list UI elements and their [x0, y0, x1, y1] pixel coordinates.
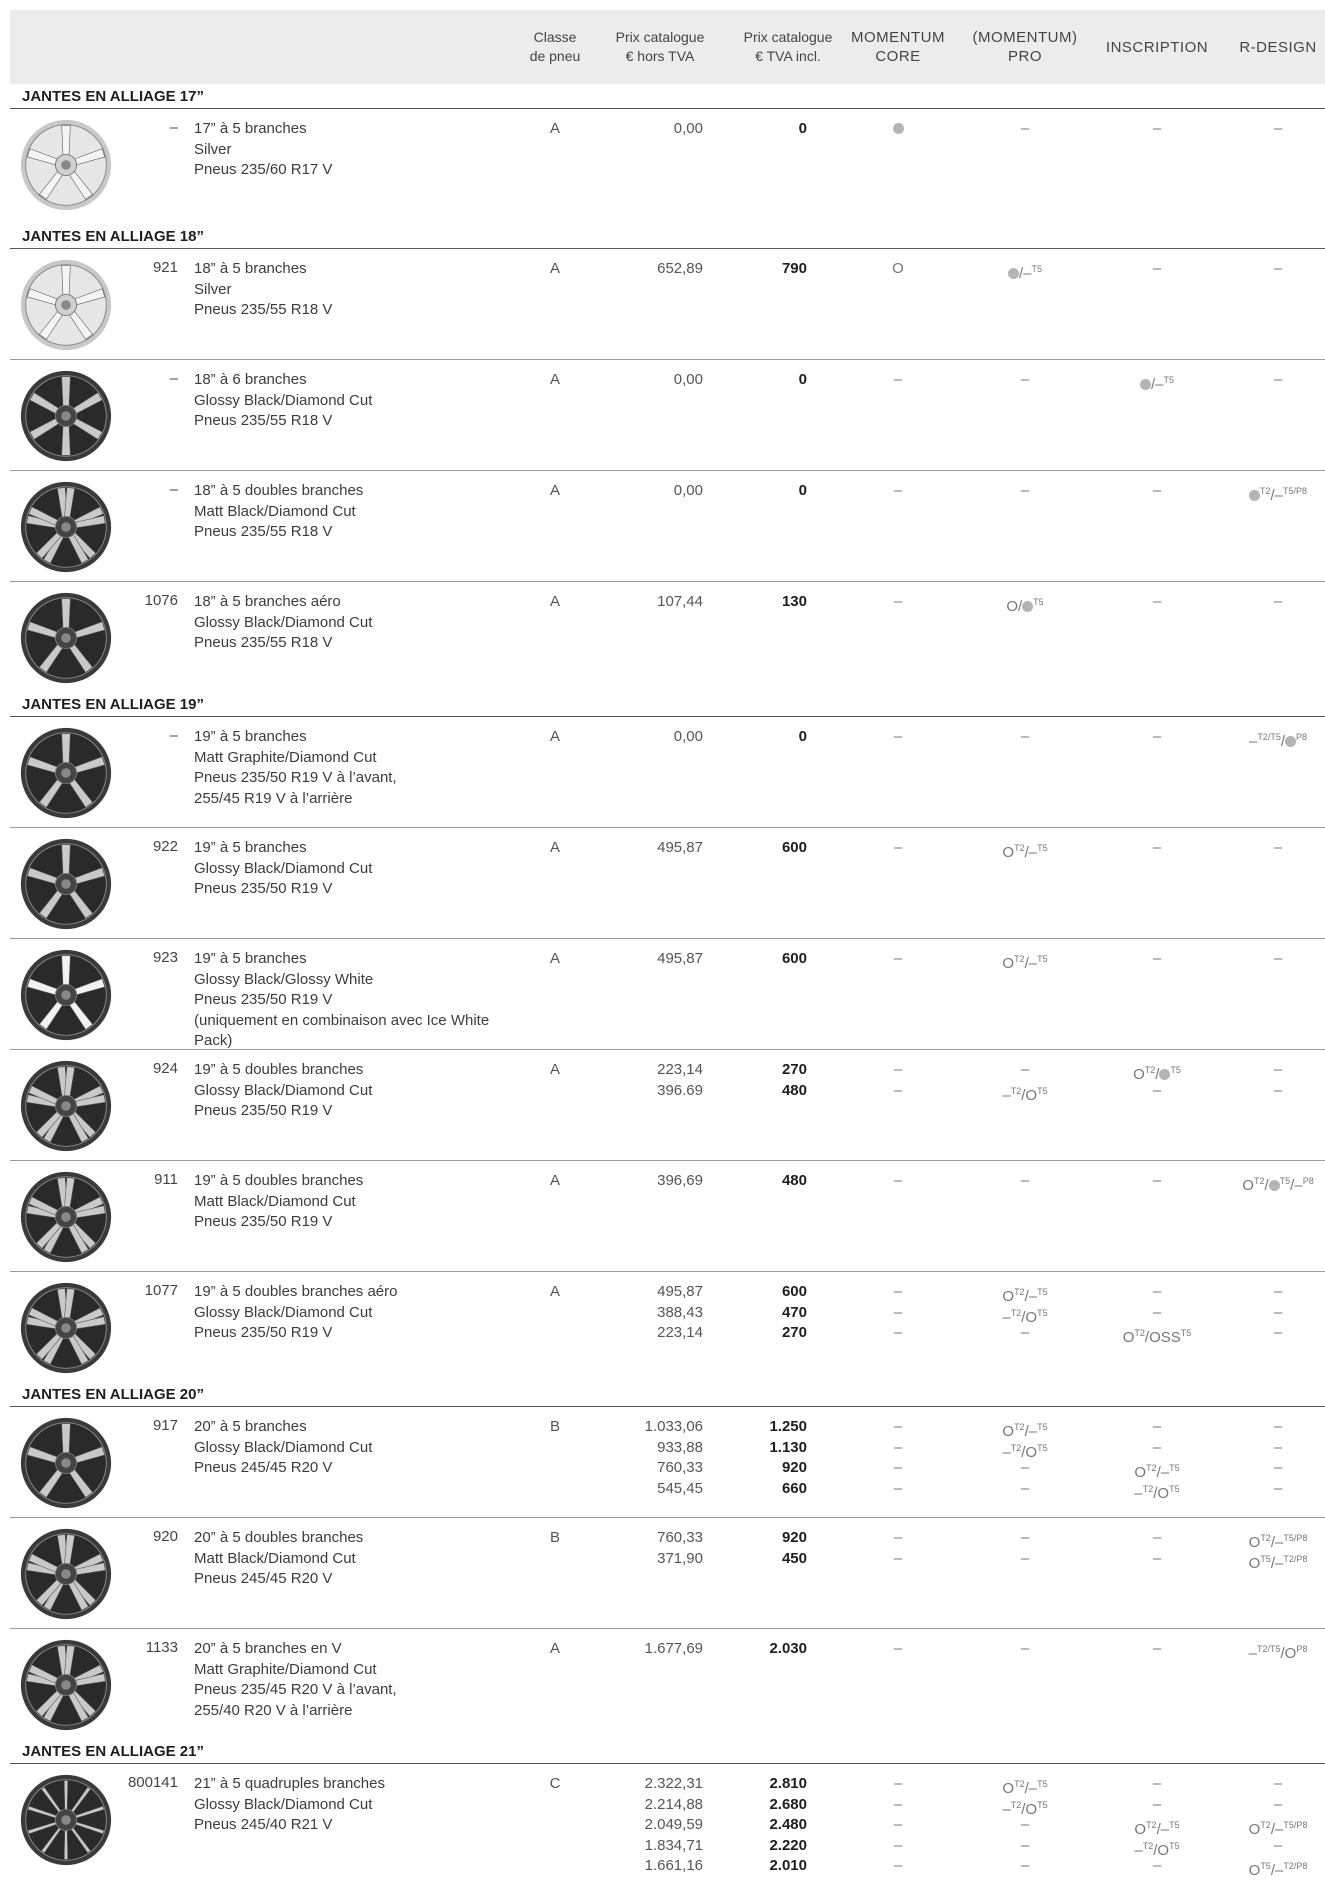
- standard-dot-icon: [1140, 379, 1151, 390]
- wheel-description: 21” à 5 quadruples branches Glossy Black/Diamond Cut Pneus 245/40 R21 V: [194, 1775, 385, 1833]
- r-design-cell: $^{T2}$/–$^{T5/P8}$: [1232, 481, 1324, 502]
- price-incl-vat: 2.030: [769, 1640, 807, 1657]
- wheel-description: 20” à 5 doubles branches Matt Black/Diamond Cut Pneus 245/45 R20 V: [194, 1529, 364, 1587]
- v-spoke-graphite-wheel-icon: [18, 1637, 114, 1733]
- price-incl-vat: 270 480: [781, 1061, 807, 1099]
- tyre-class: A: [549, 1640, 560, 1657]
- tyre-class: A: [549, 839, 560, 856]
- tyre-class: A: [549, 728, 560, 745]
- wheel-description: 19” à 5 branches Glossy Black/Diamond Cut Pneus 235/50 R19 V: [194, 839, 373, 897]
- option-code: –: [169, 727, 178, 744]
- inscription-cell: –: [1152, 1640, 1162, 1657]
- section-title: JANTES EN ALLIAGE 19”: [22, 696, 204, 713]
- option-code: 1077: [144, 1282, 178, 1299]
- inscription-cell: $O^{T2}/$ $^{T5}$ –: [1133, 1065, 1181, 1099]
- option-code: 921: [152, 259, 178, 276]
- section-title: JANTES EN ALLIAGE 20”: [22, 1386, 204, 1403]
- momentum-pro-cell: –: [1020, 1640, 1030, 1657]
- price-excl-vat: 2.322,31 2.214,88 2.049,59 1.834,71 1.661,16: [644, 1775, 703, 1874]
- standard-dot-icon: [1008, 268, 1019, 279]
- section-title: JANTES EN ALLIAGE 17”: [22, 88, 204, 105]
- r-design-cell: –: [1273, 260, 1283, 277]
- momentum-core-cell: O: [892, 260, 904, 277]
- momentum-pro-cell: $O^{T2}/-^{T5}$ $-^{T2}/O^{T5}$ – – –: [1002, 1779, 1048, 1874]
- price-incl-vat: 2.810 2.680 2.480 2.220 2.010: [769, 1775, 807, 1874]
- inscription-cell: –: [1152, 839, 1162, 856]
- momentum-pro-cell: O/ $^{T5}$: [1006, 597, 1044, 615]
- price-excl-vat: 0,00: [673, 371, 703, 388]
- inscription-cell: –: [1152, 1172, 1162, 1189]
- momentum-core-cell: –: [893, 1172, 903, 1189]
- momentum-pro-cell: –: [1020, 1172, 1030, 1189]
- table-row: [10, 828, 1325, 939]
- price-incl-vat: 920 450: [781, 1529, 807, 1567]
- r-design-cell: – –: [1273, 1061, 1283, 1099]
- option-code: 800141: [127, 1774, 178, 1791]
- section-title: JANTES EN ALLIAGE 18”: [22, 228, 204, 245]
- momentum-pro-cell: $O^{T2}/-^{T5}$: [1002, 954, 1048, 972]
- inscription-cell: – –: [1152, 1529, 1162, 1567]
- header-inscription: INSCRIPTION: [1105, 39, 1209, 56]
- table-row: [10, 109, 1325, 224]
- price-incl-vat: 600 470 270: [781, 1283, 807, 1341]
- price-excl-vat: 1.677,69: [644, 1640, 703, 1657]
- aero-spoke-black-wheel-icon: [18, 590, 114, 686]
- table-row: [10, 1629, 1325, 1739]
- option-code: 1133: [145, 1639, 178, 1656]
- table-row: [10, 1407, 1325, 1518]
- section-header: [10, 84, 1325, 109]
- price-excl-vat: 396,69: [657, 1172, 703, 1189]
- tyre-class: A: [549, 1172, 560, 1189]
- r-design-cell: –$^{T2/T5}$/ $^{P8}$: [1248, 732, 1308, 750]
- price-incl-vat: 0: [798, 120, 807, 137]
- price-incl-vat: 0: [798, 728, 807, 745]
- standard-dot-icon: [1285, 736, 1296, 747]
- double-spoke-black-wheel-icon: [18, 1169, 114, 1265]
- option-code: –: [169, 481, 178, 498]
- quad-spoke-black-wheel-icon: [18, 1772, 114, 1868]
- r-design-cell: –: [1273, 950, 1283, 967]
- price-incl-vat: 1.250 1.130 920 660: [769, 1418, 807, 1497]
- option-code: –: [169, 370, 178, 387]
- momentum-pro-cell: –: [1020, 728, 1030, 745]
- price-incl-vat: 0: [798, 482, 807, 499]
- r-design-cell: – – $O^{T2}/-^{T5/P8}$ – $O^{T5}/-^{T2/P8}$: [1248, 1775, 1308, 1879]
- standard-dot-icon: [1159, 1069, 1170, 1080]
- price-excl-vat: 0,00: [673, 120, 703, 137]
- table-row: [10, 360, 1325, 471]
- table-row: [10, 249, 1325, 360]
- wheel-description: 20” à 5 branches Glossy Black/Diamond Cut Pneus 245/45 R20 V: [194, 1418, 373, 1476]
- inscription-cell: –: [1152, 728, 1162, 745]
- momentum-core-cell: – –: [893, 1061, 903, 1099]
- option-code: 1076: [144, 592, 178, 609]
- inscription-cell: –: [1152, 950, 1162, 967]
- aero-double-spoke-black-wheel-icon: [18, 1280, 114, 1376]
- r-design-cell: – – – –: [1273, 1418, 1283, 1497]
- tyre-class: A: [549, 1283, 560, 1300]
- momentum-pro-cell: –: [1020, 482, 1030, 499]
- section-header: [10, 1382, 1325, 1407]
- five-spoke-graphite-wheel-icon: [18, 725, 114, 821]
- momentum-pro-cell: – –: [1020, 1529, 1030, 1567]
- price-excl-vat: 495,87: [657, 950, 703, 967]
- momentum-core-cell: – – – – –: [893, 1775, 903, 1874]
- momentum-pro-cell: – $-^{T2}/O^{T5}$: [1002, 1061, 1048, 1104]
- five-spoke-silver-wheel-icon: [18, 117, 114, 213]
- tyre-class: A: [549, 120, 560, 137]
- price-incl-vat: 600: [781, 950, 807, 967]
- momentum-core-cell: –: [893, 482, 903, 499]
- tyre-class: C: [549, 1775, 561, 1792]
- momentum-pro-cell: –: [1020, 120, 1030, 137]
- inscription-cell: – – $O^{T2}/-^{T5}$ $-^{T2}/O^{T5}$ –: [1134, 1775, 1180, 1874]
- wheel-description: 17” à 5 branches Silver Pneus 235/60 R17 V: [194, 120, 333, 178]
- tyre-class: A: [549, 482, 560, 499]
- header-momentum-pro: (MOMENTUM) PRO: [972, 29, 1078, 65]
- inscription-cell: – – $O^{T2}/-^{T5}$ $-^{T2}/O^{T5}$: [1134, 1418, 1180, 1502]
- momentum-pro-cell: –: [1020, 371, 1030, 388]
- price-excl-vat: 760,33 371,90: [657, 1529, 703, 1567]
- standard-dot-icon: [1269, 1180, 1280, 1191]
- table-row: [10, 939, 1325, 1050]
- momentum-pro-cell: /–$^{T5}$: [970, 259, 1080, 280]
- price-excl-vat: 495,87 388,43 223,14: [657, 1283, 703, 1341]
- r-design-cell: –: [1273, 371, 1283, 388]
- momentum-pro-cell: $O^{T2}/-^{T5}$: [1002, 843, 1048, 861]
- inscription-cell: –: [1152, 593, 1162, 610]
- tyre-class: A: [549, 950, 560, 967]
- wheel-description: 19” à 5 doubles branches Glossy Black/Diamond Cut Pneus 235/50 R19 V: [194, 1061, 373, 1119]
- tyre-class: A: [549, 1061, 560, 1078]
- price-incl-vat: 600: [781, 839, 807, 856]
- standard-dot-icon: [893, 123, 904, 134]
- r-design-cell: – – –: [1273, 1283, 1283, 1341]
- five-spoke-white-wheel-icon: [18, 947, 114, 1043]
- table-row: [10, 717, 1325, 828]
- wheel-description: 18” à 5 branches aéro Glossy Black/Diamond Cut Pneus 235/55 R18 V: [194, 593, 373, 651]
- price-excl-vat: 0,00: [673, 728, 703, 745]
- wheel-description: 18” à 5 doubles branches Matt Black/Diamond Cut Pneus 235/55 R18 V: [194, 482, 364, 540]
- five-spoke-black-wheel-icon: [18, 836, 114, 932]
- price-table: [10, 10, 1325, 1882]
- tyre-class: A: [549, 260, 560, 277]
- table-header: [10, 10, 1325, 84]
- wheel-description: 19” à 5 branches Glossy Black/Glossy White Pneus 235/50 R19 V (uniquement en combinaison avec Ice White Pack): [194, 950, 490, 1049]
- standard-dot-icon: [1022, 601, 1033, 612]
- r-design-cell: –: [1273, 120, 1283, 137]
- momentum-core-cell: –: [893, 593, 903, 610]
- tyre-class: B: [549, 1529, 560, 1546]
- inscription-cell: –: [1152, 482, 1162, 499]
- double-spoke-black-wheel-icon: [18, 1058, 114, 1154]
- momentum-core-cell: –: [893, 839, 903, 856]
- tyre-class: A: [549, 593, 560, 610]
- inscription-cell: – – $O^{T2}/OSS^{T5}$: [1122, 1283, 1192, 1346]
- price-excl-vat: 223,14 396.69: [657, 1061, 703, 1099]
- momentum-core-cell: –: [893, 371, 903, 388]
- price-excl-vat: 1.033,06 933,88 760,33 545,45: [644, 1418, 703, 1497]
- inscription-cell: /–$^{T5}$: [1102, 370, 1212, 391]
- five-spoke-black-wheel-icon: [18, 1415, 114, 1511]
- wheel-description: 19” à 5 doubles branches aéro Glossy Black/Diamond Cut Pneus 235/50 R19 V: [194, 1283, 398, 1341]
- six-spoke-black-wheel-icon: [18, 368, 114, 464]
- table-row: [10, 1518, 1325, 1629]
- price-incl-vat: 0: [798, 371, 807, 388]
- price-excl-vat: 495,87: [657, 839, 703, 856]
- momentum-core-cell: – – –: [893, 1283, 903, 1341]
- momentum-core-cell: – –: [893, 1529, 903, 1567]
- r-design-cell: $-^{T2/T5}/O^{P8}$: [1248, 1644, 1308, 1662]
- table-row: [10, 1161, 1325, 1272]
- section-header: [10, 224, 1325, 249]
- five-spoke-silver-wheel-icon: [18, 257, 114, 353]
- header-prix-ht: Prix catalogue € hors TVA: [615, 29, 705, 64]
- momentum-core-cell: –: [893, 950, 903, 967]
- option-code: 911: [154, 1171, 178, 1188]
- double-spoke-black-wheel-icon: [18, 479, 114, 575]
- momentum-core-cell: – – – –: [893, 1418, 903, 1497]
- r-design-cell: $O^{T2}/$ $^{T5}$/–$^{P8}$: [1242, 1176, 1314, 1194]
- double-spoke-black-wheel-icon: [18, 1526, 114, 1622]
- option-code: –: [169, 119, 178, 136]
- wheel-description: 18” à 6 branches Glossy Black/Diamond Cut Pneus 235/55 R18 V: [194, 371, 373, 429]
- table-row: [10, 582, 1325, 692]
- tyre-class: A: [549, 371, 560, 388]
- header-prix-ttc: Prix catalogue € TVA incl.: [743, 29, 833, 64]
- option-code: 917: [152, 1417, 178, 1434]
- header-classe: Classe de pneu: [529, 29, 581, 64]
- momentum-core-cell: [848, 119, 948, 140]
- option-code: 924: [152, 1060, 178, 1077]
- header-r-design: R-DESIGN: [1239, 39, 1317, 56]
- r-design-cell: $O^{T2}/-^{T5/P8}$ $O^{T5}/-^{T2/P8}$: [1248, 1533, 1308, 1572]
- price-excl-vat: 652,89: [657, 260, 703, 277]
- header-momentum-core: MOMENTUM CORE: [851, 29, 945, 65]
- price-incl-vat: 130: [781, 593, 807, 610]
- standard-dot-icon: [1249, 490, 1260, 501]
- wheel-description: 19” à 5 doubles branches Matt Black/Diamond Cut Pneus 235/50 R19 V: [194, 1172, 364, 1230]
- price-excl-vat: 0,00: [673, 482, 703, 499]
- inscription-cell: –: [1152, 120, 1162, 137]
- option-code: 920: [152, 1528, 178, 1545]
- tyre-class: B: [549, 1418, 560, 1435]
- wheel-description: 18” à 5 branches Silver Pneus 235/55 R18 V: [194, 260, 333, 318]
- momentum-pro-cell: $O^{T2}/-^{T5}$ $-^{T2}/O^{T5}$ – –: [1002, 1422, 1048, 1497]
- r-design-cell: –: [1273, 593, 1283, 610]
- section-header: [10, 692, 1325, 717]
- price-incl-vat: 790: [781, 260, 807, 277]
- wheel-description: 19” à 5 branches Matt Graphite/Diamond Cut Pneus 235/50 R19 V à l’avant, 255/45 R19 V à l’arrière: [194, 728, 397, 807]
- price-incl-vat: 480: [781, 1172, 807, 1189]
- option-code: 923: [152, 949, 178, 966]
- section-header: [10, 1739, 1325, 1764]
- momentum-core-cell: –: [893, 1640, 903, 1657]
- momentum-core-cell: –: [893, 728, 903, 745]
- inscription-cell: –: [1152, 260, 1162, 277]
- momentum-pro-cell: $O^{T2}/-^{T5}$ $-^{T2}/O^{T5}$ –: [1002, 1287, 1048, 1341]
- table-row: [10, 1050, 1325, 1161]
- table-row: [10, 1272, 1325, 1382]
- table-row: [10, 471, 1325, 582]
- wheel-description: 20” à 5 branches en V Matt Graphite/Diamond Cut Pneus 235/45 R20 V à l’avant, 255/40 R20 V à l’arrière: [194, 1640, 397, 1719]
- r-design-cell: –: [1273, 839, 1283, 856]
- section-title: JANTES EN ALLIAGE 21”: [22, 1743, 204, 1760]
- option-code: 922: [152, 838, 178, 855]
- price-excl-vat: 107,44: [657, 593, 703, 610]
- table-row: [10, 1764, 1325, 1882]
